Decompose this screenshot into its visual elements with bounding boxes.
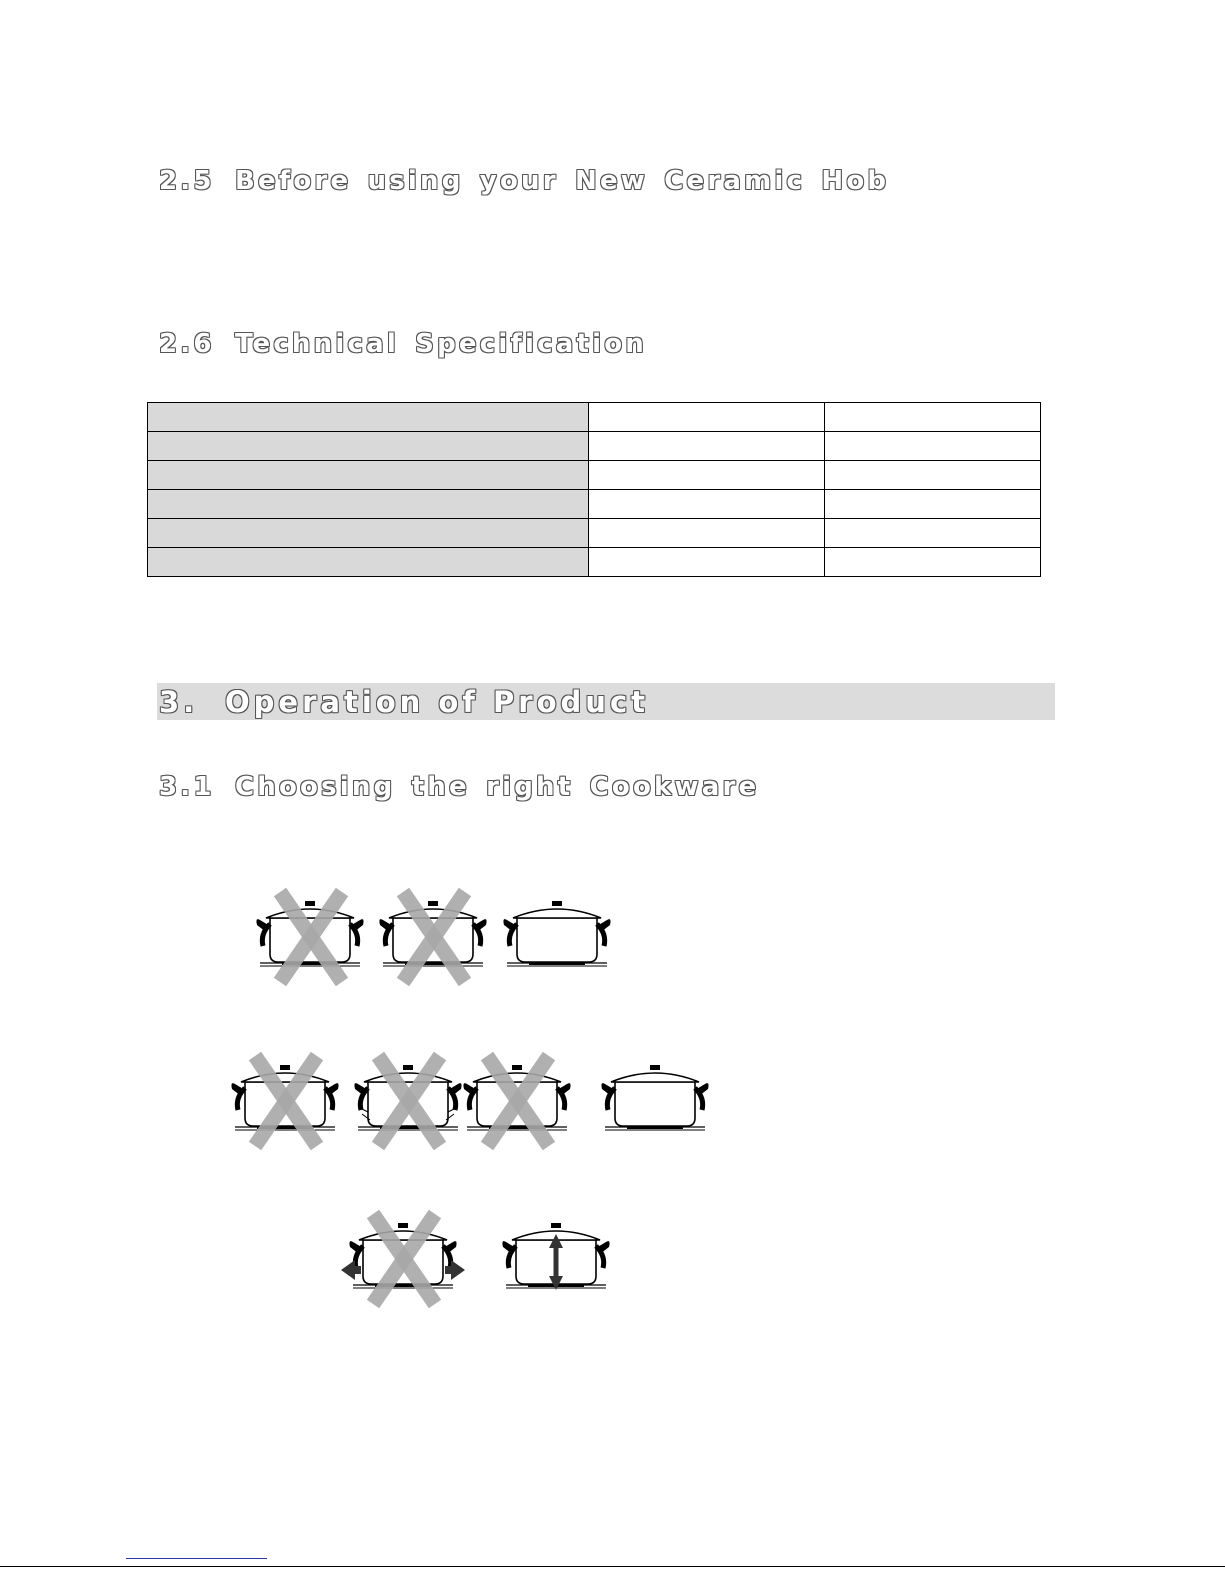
pot-recommended: [502, 1223, 609, 1290]
section-number: 2.5: [159, 166, 215, 196]
pot-not-recommended: [231, 1056, 338, 1146]
section-title: Choosing the right Cookware: [235, 772, 760, 802]
pot-recommended: [503, 901, 610, 966]
pot-recommended: [601, 1065, 708, 1130]
section-title: Operation of Product: [225, 685, 649, 719]
pot-not-recommended: [256, 892, 363, 982]
section-title: Before using your New Ceramic Hob: [235, 166, 890, 196]
section-title: Technical Specification: [235, 329, 647, 359]
footer-rule: [0, 1566, 1225, 1567]
pot-not-recommended: [379, 892, 486, 982]
pot-not-recommended: [341, 1214, 465, 1304]
section-number: 3.1: [159, 772, 215, 802]
pot-not-recommended: [354, 1056, 461, 1146]
footer-link-underline: [126, 1558, 267, 1559]
section-number: 2.6: [159, 329, 215, 359]
pot-not-recommended: [463, 1056, 570, 1146]
section-number: 3.: [159, 685, 199, 719]
